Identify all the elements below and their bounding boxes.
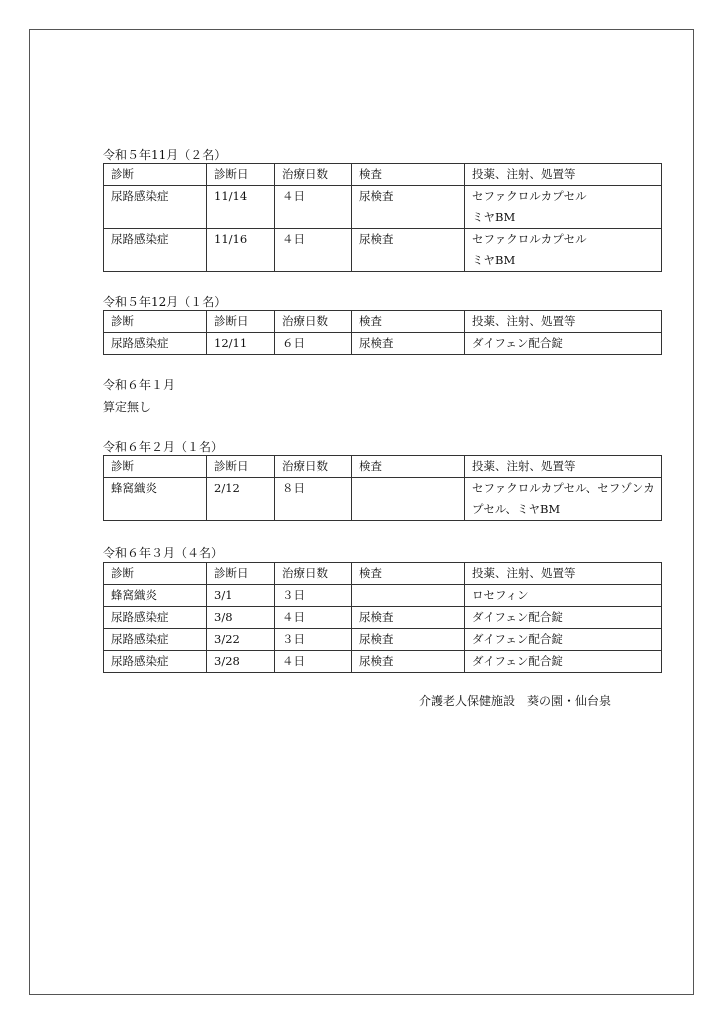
cell-date: 2/12 — [207, 478, 275, 521]
cell-medication: セファクロルカプセル ミヤBM — [465, 186, 662, 229]
table-row — [104, 629, 662, 651]
table-row — [104, 607, 662, 629]
header-diagnosis: 診断 — [104, 164, 207, 186]
cell-days: ４日 — [275, 229, 352, 272]
cell-days: ３日 — [275, 585, 352, 607]
cell-date: 3/28 — [207, 651, 275, 673]
table-header-row — [104, 563, 662, 585]
cell-medication: セファクロルカプセル、セフゾンカプセル、ミヤBM — [465, 478, 662, 521]
section-title-2023-12: 令和５年12月（１名） — [103, 295, 227, 309]
cell-date: 11/16 — [207, 229, 275, 272]
header-diagnosis-date: 診断日 — [207, 164, 275, 186]
cell-date: 3/22 — [207, 629, 275, 651]
header-treatment-days: 治療日数 — [275, 164, 352, 186]
cell-exam: 尿検査 — [352, 651, 465, 673]
cell-date: 3/1 — [207, 585, 275, 607]
cell-days: ３日 — [275, 629, 352, 651]
header-examination: 検査 — [352, 563, 465, 585]
cell-date: 3/8 — [207, 607, 275, 629]
table-row — [104, 333, 662, 355]
cell-days: ４日 — [275, 607, 352, 629]
header-examination: 検査 — [352, 311, 465, 333]
table-2023-11 — [103, 163, 662, 272]
header-diagnosis: 診断 — [104, 456, 207, 478]
table-header-row — [104, 311, 662, 333]
cell-days: ６日 — [275, 333, 352, 355]
cell-date: 12/11 — [207, 333, 275, 355]
header-medication: 投薬、注射、処置等 — [465, 456, 662, 478]
header-medication: 投薬、注射、処置等 — [465, 164, 662, 186]
facility-name: 介護老人保健施設 葵の園・仙台泉 — [419, 694, 612, 708]
header-treatment-days: 治療日数 — [275, 311, 352, 333]
header-diagnosis-date: 診断日 — [207, 456, 275, 478]
table-2023-12 — [103, 310, 662, 355]
section-title-2024-02: 令和６年２月（１名） — [103, 440, 224, 454]
cell-diagnosis: 尿路感染症 — [104, 333, 207, 355]
table-row — [104, 478, 662, 521]
cell-diagnosis: 尿路感染症 — [104, 629, 207, 651]
cell-diagnosis: 尿路感染症 — [104, 186, 207, 229]
table-row — [104, 585, 662, 607]
table-row — [104, 651, 662, 673]
cell-exam: 尿検査 — [352, 186, 465, 229]
table-header-row — [104, 456, 662, 478]
cell-days: ４日 — [275, 186, 352, 229]
cell-diagnosis: 蜂窩織炎 — [104, 478, 207, 521]
header-treatment-days: 治療日数 — [275, 563, 352, 585]
cell-diagnosis: 尿路感染症 — [104, 229, 207, 272]
cell-days: ８日 — [275, 478, 352, 521]
cell-date: 11/14 — [207, 186, 275, 229]
cell-diagnosis: 尿路感染症 — [104, 607, 207, 629]
cell-days: ４日 — [275, 651, 352, 673]
table-row — [104, 229, 662, 272]
section-title-2023-11: 令和５年11月（２名） — [103, 148, 227, 162]
cell-exam — [352, 478, 465, 521]
header-medication: 投薬、注射、処置等 — [465, 311, 662, 333]
header-examination: 検査 — [352, 456, 465, 478]
table-row — [104, 186, 662, 229]
table-2024-02 — [103, 455, 662, 521]
header-diagnosis-date: 診断日 — [207, 563, 275, 585]
cell-exam: 尿検査 — [352, 333, 465, 355]
table-2024-03 — [103, 562, 662, 673]
table-header-row — [104, 164, 662, 186]
cell-medication: セファクロルカプセル ミヤBM — [465, 229, 662, 272]
header-treatment-days: 治療日数 — [275, 456, 352, 478]
section-title-2024-03: 令和６年３月（４名） — [103, 546, 224, 560]
cell-medication: ロセフィン — [465, 585, 662, 607]
cell-exam: 尿検査 — [352, 229, 465, 272]
header-diagnosis: 診断 — [104, 563, 207, 585]
cell-exam: 尿検査 — [352, 629, 465, 651]
cell-medication: ダイフェン配合錠 — [465, 651, 662, 673]
cell-medication: ダイフェン配合錠 — [465, 629, 662, 651]
cell-exam: 尿検査 — [352, 607, 465, 629]
header-medication: 投薬、注射、処置等 — [465, 563, 662, 585]
no-claim-note: 算定無し — [103, 400, 152, 414]
header-examination: 検査 — [352, 164, 465, 186]
header-diagnosis: 診断 — [104, 311, 207, 333]
header-diagnosis-date: 診断日 — [207, 311, 275, 333]
section-title-2024-01: 令和６年１月 — [103, 378, 176, 392]
cell-diagnosis: 蜂窩織炎 — [104, 585, 207, 607]
cell-diagnosis: 尿路感染症 — [104, 651, 207, 673]
cell-medication: ダイフェン配合錠 — [465, 607, 662, 629]
cell-medication: ダイフェン配合錠 — [465, 333, 662, 355]
cell-exam — [352, 585, 465, 607]
